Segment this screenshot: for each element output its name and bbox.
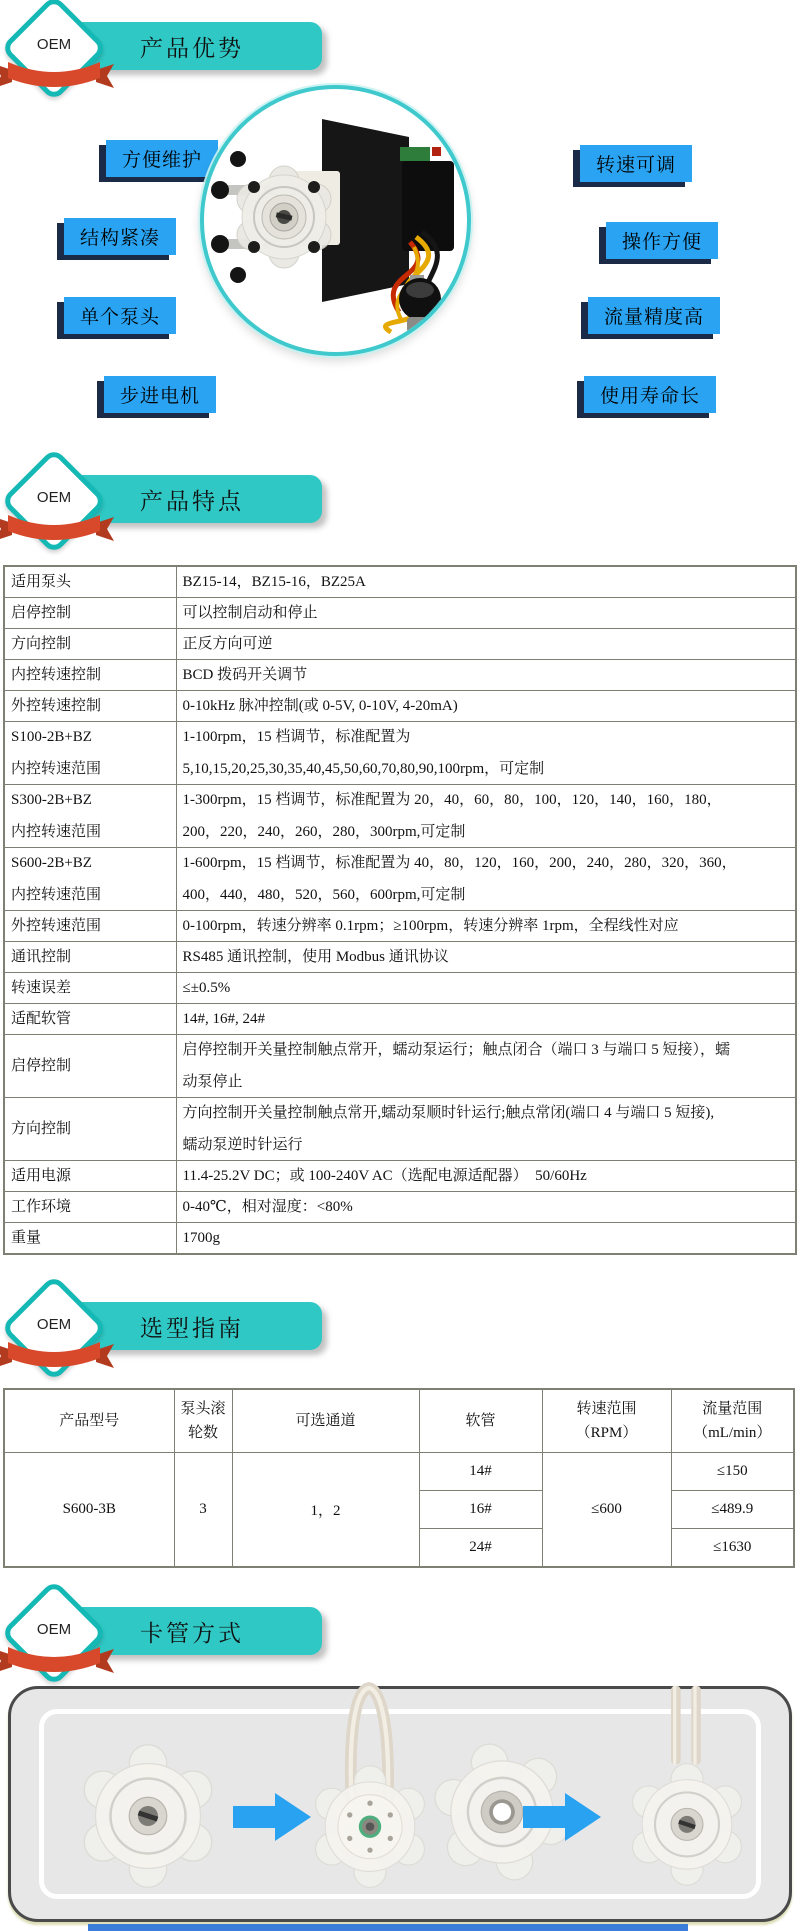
spec-row (4, 598, 796, 629)
tubing-cell: 16# (419, 1491, 542, 1529)
spec-row (4, 911, 796, 942)
spec-label: 重量 (4, 1223, 176, 1255)
spec-value: 1700g (176, 1223, 796, 1255)
selection-table (3, 1388, 795, 1568)
spec-label: 启停控制 (4, 1035, 176, 1098)
arrow-right-icon (523, 1789, 601, 1845)
oem-badge-label: OEM (36, 1316, 72, 1333)
peristaltic-pump-image (204, 89, 467, 352)
selection-row (4, 1453, 794, 1491)
spec-label: 适配软管 (4, 1004, 176, 1035)
advantage-chip: 转速可调 (580, 145, 692, 182)
spec-label: 外控转速范围 (4, 911, 176, 942)
spec-row (4, 566, 796, 598)
spec-label: 适用泵头 (4, 566, 176, 598)
spec-value: 方向控制开关量控制触点常开,蠕动泵顺时针运行;触点常闭(端口 4 与端口 5 短接), 蠕动泵逆时针运行 (176, 1098, 796, 1161)
tubing-cell: 24# (419, 1529, 542, 1567)
spec-value: 1-600rpm，15 档调节，标准配置为 40，80，120，160，200，240，280，320，360， 400，440，480，520，560，600rpm,可定制 (176, 848, 796, 911)
spec-row (4, 848, 796, 911)
ribbon-icon (0, 1336, 114, 1376)
spec-row (4, 1161, 796, 1192)
tubing-cell: 14# (419, 1453, 542, 1491)
rollers-cell: 3 (174, 1453, 232, 1567)
product-photo (200, 85, 471, 356)
section-header-features (0, 453, 360, 553)
col-header-speed: 转速范围 （RPM） (542, 1389, 671, 1453)
section-title-features: 产品特点 (140, 487, 244, 514)
spec-label: 工作环境 (4, 1192, 176, 1223)
ribbon-icon (0, 509, 114, 549)
spec-value: 0-10kHz 脉冲控制(或 0-5V, 0-10V, 4-20mA) (176, 691, 796, 722)
bottom-accent-bar (88, 1924, 688, 1931)
spec-label: 方向控制 (4, 1098, 176, 1161)
spec-value: 0-100rpm，转速分辨率 0.1rpm；≥100rpm，转速分辨率 1rpm，全程线性对应 (176, 911, 796, 942)
spec-value: 0-40℃，相对湿度：<80% (176, 1192, 796, 1223)
spec-value: 可以控制启动和停止 (176, 598, 796, 629)
speed-cell: ≤600 (542, 1453, 671, 1567)
spec-label: S100-2B+BZ 内控转速范围 (4, 722, 176, 785)
pump-head-image-1 (73, 1741, 223, 1891)
arrow-right-icon (233, 1789, 311, 1845)
advantage-chip: 操作方便 (606, 222, 718, 259)
channels-cell: 1，2 (232, 1453, 419, 1567)
spec-row (4, 1192, 796, 1223)
spec-row (4, 691, 796, 722)
section-header-selection (0, 1280, 360, 1380)
section-header-advantages (0, 0, 360, 100)
spec-row (4, 785, 796, 848)
spec-label: S300-2B+BZ 内控转速范围 (4, 785, 176, 848)
spec-value: BCD 拨码开关调节 (176, 660, 796, 691)
advantage-chip: 单个泵头 (64, 297, 176, 334)
spec-label: 通讯控制 (4, 942, 176, 973)
col-header-model: 产品型号 (4, 1389, 174, 1453)
spec-value: 1-300rpm，15 档调节，标准配置为 20，40，60，80，100，120，140，160，180， 200，220，240，260，280，300rpm,可定制 (176, 785, 796, 848)
spec-row (4, 660, 796, 691)
spec-value: 正反方向可逆 (176, 629, 796, 660)
col-header-rollers: 泵头滚 轮数 (174, 1389, 232, 1453)
flow-cell: ≤489.9 (671, 1491, 794, 1529)
model-cell: S600-3B (4, 1453, 174, 1567)
section-header-clamping (0, 1585, 360, 1685)
spec-value: 1-100rpm，15 档调节，标准配置为 5,10,15,20,25,30,35,40,45,50,60,70,80,90,100rpm，可定制 (176, 722, 796, 785)
spec-label: S600-2B+BZ 内控转速范围 (4, 848, 176, 911)
selection-header-row (4, 1389, 794, 1453)
spec-row (4, 629, 796, 660)
spec-label: 适用电源 (4, 1161, 176, 1192)
section-title-advantages: 产品优势 (140, 34, 244, 61)
advantage-chip: 步进电机 (104, 376, 216, 413)
col-header-tubing: 软管 (419, 1389, 542, 1453)
spec-label: 方向控制 (4, 629, 176, 660)
spec-value: RS485 通讯控制，使用 Modbus 通讯协议 (176, 942, 796, 973)
ribbon-icon (0, 1641, 114, 1681)
spec-label: 内控转速控制 (4, 660, 176, 691)
spec-label: 外控转速控制 (4, 691, 176, 722)
oem-badge-label: OEM (36, 36, 72, 53)
section-title-selection: 选型指南 (140, 1314, 244, 1341)
features-table (3, 565, 797, 1255)
ribbon-icon (0, 56, 114, 96)
spec-row (4, 1098, 796, 1161)
oem-badge-label: OEM (36, 489, 72, 506)
advantage-chip: 结构紧凑 (64, 218, 176, 255)
pump-head-image-2 (306, 1677, 434, 1891)
oem-badge-label: OEM (36, 1621, 72, 1638)
col-header-flow: 流量范围 （mL/min） (671, 1389, 794, 1453)
advantage-chip: 使用寿命长 (584, 376, 716, 413)
spec-label: 启停控制 (4, 598, 176, 629)
spec-row (4, 942, 796, 973)
spec-row (4, 1223, 796, 1255)
pump-head-image-4 (623, 1683, 751, 1889)
clamping-panel (8, 1686, 792, 1922)
advantage-chip: 方便维护 (106, 140, 218, 177)
section-title-clamping: 卡管方式 (140, 1619, 244, 1646)
col-header-channels: 可选通道 (232, 1389, 419, 1453)
spec-row (4, 1004, 796, 1035)
spec-row (4, 722, 796, 785)
advantage-chip: 流量精度高 (588, 297, 720, 334)
flow-cell: ≤150 (671, 1453, 794, 1491)
spec-value: 11.4-25.2V DC；或 100-240V AC（选配电源适配器） 50/60Hz (176, 1161, 796, 1192)
spec-value: BZ15-14，BZ15-16，BZ25A (176, 566, 796, 598)
spec-row (4, 973, 796, 1004)
spec-label: 转速误差 (4, 973, 176, 1004)
spec-row (4, 1035, 796, 1098)
spec-value: 14#, 16#, 24# (176, 1004, 796, 1035)
spec-value: ≤±0.5% (176, 973, 796, 1004)
flow-cell: ≤1630 (671, 1529, 794, 1567)
spec-value: 启停控制开关量控制触点常开，蠕动泵运行；触点闭合（端口 3 与端口 5 短接），蠕 动泵停止 (176, 1035, 796, 1098)
